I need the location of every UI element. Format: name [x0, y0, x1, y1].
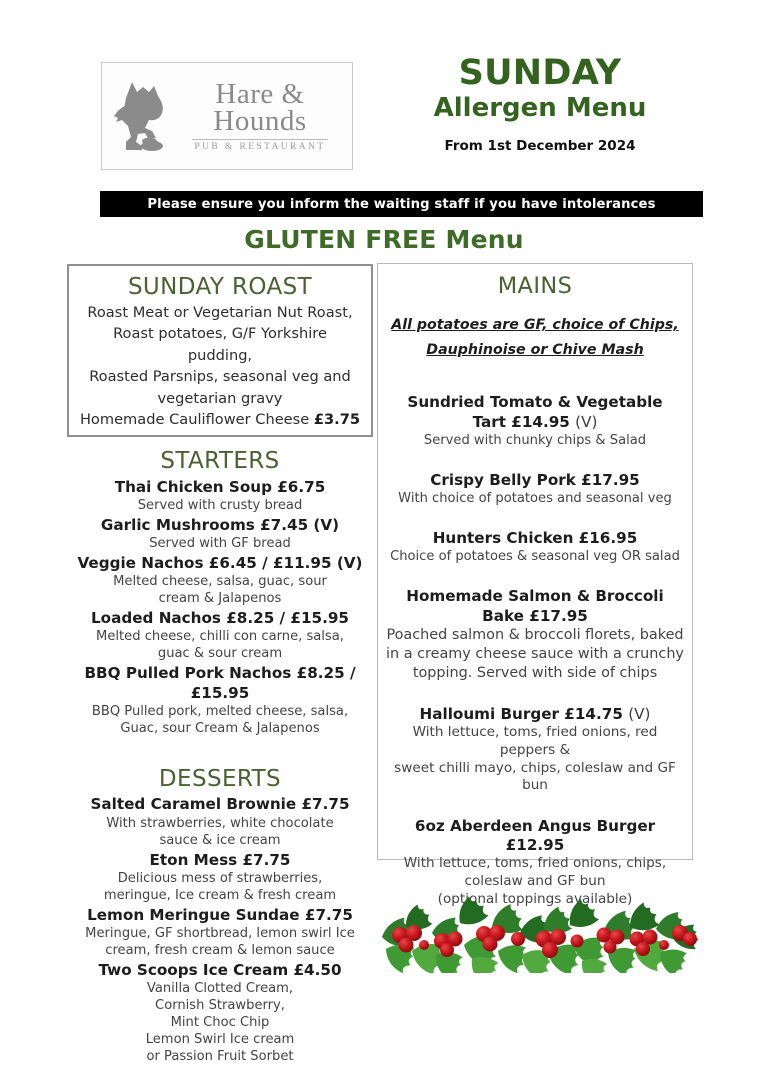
menu-item [67, 795, 373, 848]
page-title: SUNDAY [458, 53, 622, 93]
vegetarian-tag: (V) [628, 705, 651, 724]
page-header [0, 0, 768, 182]
menu-item [386, 705, 684, 795]
item-name: Lemon Meringue Sundae £7.75 [87, 905, 353, 924]
item-name-continued [386, 413, 684, 432]
item-desc: meringue, Ice cream & fresh cream [103, 887, 337, 903]
menu-item [67, 664, 373, 736]
item-desc: topping. Served with side of chips [412, 665, 658, 682]
roast-line: Roast potatoes, G/F Yorkshire pudding, [113, 325, 327, 364]
roast-line: vegetarian gravy [157, 389, 283, 407]
item-name: Thai Chicken Soup £6.75 [114, 477, 326, 496]
holly-garland-icon [372, 890, 702, 973]
item-desc: Meringue, GF shortbread, lemon swirl Ice [85, 925, 355, 941]
item-price-line: Tart £14.95 [472, 412, 576, 431]
item-name: Sundried Tomato & Vegetable [407, 392, 663, 411]
item-name-text: Halloumi Burger £14.75 [419, 705, 629, 724]
desserts-section [67, 765, 373, 1065]
item-name: Veggie Nachos £6.45 / £11.95 (V) [77, 554, 363, 573]
intolerances-banner: Please ensure you inform the waiting staff if you have intolerances [100, 191, 703, 217]
menu-item [67, 851, 373, 904]
mains-panel [377, 263, 693, 907]
item-desc: Poached salmon & broccoli florets, baked [386, 626, 684, 643]
logo-divider [192, 139, 328, 140]
cauliflower-cheese-line [79, 409, 361, 430]
item-name [386, 705, 684, 724]
desserts-heading: DESSERTS [158, 765, 282, 792]
section-spacer [67, 737, 373, 765]
menu-title-block [380, 55, 700, 154]
item-desc: cream & Jalapenos [158, 591, 282, 607]
item-desc: (optional toppings available) [437, 890, 633, 907]
mains-item-list [386, 393, 684, 908]
menu-item [67, 906, 373, 959]
item-name: 6oz Aberdeen Angus Burger £12.95 [414, 817, 656, 855]
vegetarian-tag: (V) [575, 412, 598, 431]
item-desc: Served with crusty bread [137, 497, 303, 513]
item-name: Eton Mess £7.75 [149, 850, 291, 869]
cauliflower-cheese-label: Homemade Cauliflower Cheese [79, 410, 314, 428]
item-desc: Choice of potatoes & seasonal veg OR salad [390, 549, 680, 565]
roast-line: Roast Meat or Vegetarian Nut Roast, [87, 303, 353, 321]
sunday-roast-lines [79, 302, 361, 431]
item-desc: With choice of potatoes and seasonal veg [398, 491, 672, 507]
item-desc: Melted cheese, salsa, guac, sour [113, 574, 327, 590]
item-desc: Guac, sour Cream & Jalapenos [120, 720, 320, 736]
hare-and-hounds-dog-silhouette-icon [112, 76, 174, 156]
menu-item [67, 961, 373, 1065]
item-desc: Delicious mess of strawberries, [117, 870, 323, 886]
mains-note-line-1: All potatoes are GF, choice of Chips, [391, 317, 679, 334]
item-desc: in a creamy cheese sauce with a crunchy [386, 645, 684, 662]
logo-tagline: PUB & RESTAURANT [194, 141, 326, 152]
menu-item [386, 587, 684, 683]
item-desc: or Passion Fruit Sorbet [146, 1049, 294, 1065]
item-desc: sauce & ice cream [159, 832, 281, 848]
menu-item [67, 516, 373, 552]
item-desc: coleslaw and GF bun [464, 872, 606, 889]
logo-wordmark [174, 77, 352, 153]
item-name: Garlic Mushrooms £7.45 (V) [100, 515, 340, 534]
item-desc: sweet chilli mayo, chips, coleslaw and GF bun [394, 759, 676, 794]
restaurant-logo [101, 62, 353, 170]
effective-date: From 1st December 2024 [444, 137, 636, 154]
item-name: Homemade Salmon & Broccoli Bake £17.95 [406, 587, 664, 625]
item-desc: Mint Choc Chip [170, 1015, 270, 1031]
item-name: Crispy Belly Pork £17.95 [430, 471, 640, 490]
cauliflower-cheese-price: £3.75 [313, 410, 361, 428]
item-desc: Served with chunky chips & Salad [423, 433, 647, 449]
item-desc: Vanilla Clotted Cream, [146, 981, 294, 997]
item-desc: Melted cheese, chilli con carne, salsa, [96, 629, 344, 645]
item-desc: cream, fresh cream & lemon sauce [105, 942, 335, 958]
gluten-free-heading: GLUTEN FREE Menu [244, 225, 524, 254]
item-name: Hunters Chicken £16.95 [432, 529, 638, 548]
item-desc: With lettuce, toms, fried onions, chips, [403, 855, 667, 872]
item-desc: BBQ Pulled pork, melted cheese, salsa, [91, 703, 349, 719]
menu-item [67, 478, 373, 514]
menu-item [386, 471, 684, 507]
mains-heading: MAINS [497, 273, 573, 299]
mains-note-line-2: Dauphinoise or Chive Mash [426, 341, 644, 358]
item-name: Salted Caramel Brownie £7.75 [90, 795, 350, 814]
logo-line-2: Hounds [213, 104, 307, 137]
sunday-roast-panel [67, 264, 373, 437]
item-name: BBQ Pulled Pork Nachos £8.25 / £15.95 [84, 664, 356, 702]
item-desc: With strawberries, white chocolate [106, 815, 334, 831]
item-desc: guac & sour cream [157, 646, 283, 662]
sunday-roast-heading: SUNDAY ROAST [127, 274, 313, 300]
starters-section [67, 447, 373, 737]
menu-item [67, 609, 373, 662]
item-name: Loaded Nachos £8.25 / £15.95 [91, 609, 349, 628]
item-name: Two Scoops Ice Cream £4.50 [98, 960, 342, 979]
mains-potato-note [386, 313, 684, 363]
menu-item [386, 529, 684, 565]
item-desc: Served with GF bread [149, 536, 291, 552]
menu-item [386, 393, 684, 449]
item-desc: Lemon Swirl Ice cream [145, 1032, 295, 1048]
roast-line: Roasted Parsnips, seasonal veg and [89, 368, 351, 386]
starters-heading: STARTERS [160, 448, 280, 474]
item-desc: With lettuce, toms, fried onions, red peppers & [412, 724, 658, 758]
page-subtitle: Allergen Menu [433, 92, 647, 123]
menu-item [67, 554, 373, 607]
item-desc: Cornish Strawberry, [155, 998, 285, 1014]
logo-line-1: Hare & [215, 77, 305, 110]
left-column [67, 447, 373, 1065]
